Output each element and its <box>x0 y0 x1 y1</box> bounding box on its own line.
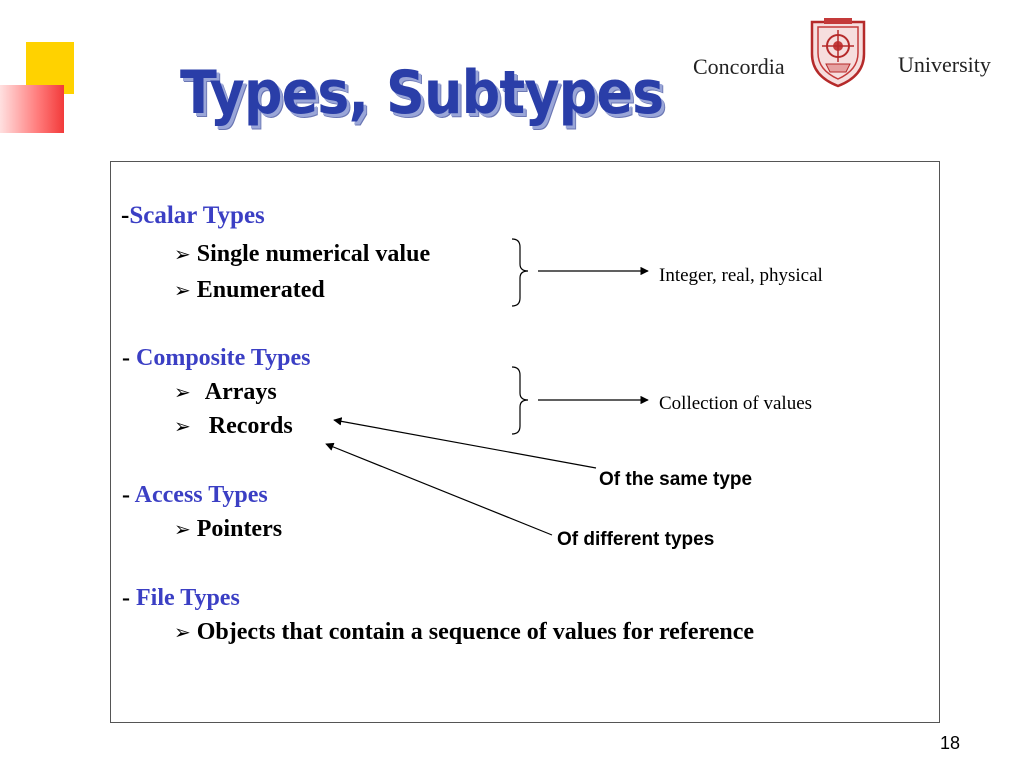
section-heading-access: - Access Types <box>122 482 268 508</box>
header-university: University <box>898 52 991 77</box>
section-heading-composite: - Composite Types <box>122 345 311 371</box>
list-item: ➢ Records <box>174 413 293 439</box>
arrow-bullet-icon: ➢ <box>174 414 191 438</box>
note-composite-values: Collection of values <box>659 393 813 414</box>
university-crest-icon <box>808 16 868 88</box>
arrow-bullet-icon: ➢ <box>174 620 191 644</box>
callout-different-types: Of different types <box>557 529 715 550</box>
list-item: ➢ Enumerated <box>174 277 325 303</box>
slide-title: Types, Subtypes <box>180 58 664 128</box>
arrow-bullet-icon: ➢ <box>174 380 191 404</box>
arrow-bullet-icon: ➢ <box>174 242 191 266</box>
section-heading-file: - File Types <box>122 585 240 611</box>
arrow-bullet-icon: ➢ <box>174 278 191 302</box>
arrow-bullet-icon: ➢ <box>174 517 191 541</box>
section-heading-scalar: -Scalar Types <box>121 202 265 229</box>
decorative-red-gradient-block <box>0 85 64 133</box>
header-concordia: Concordia <box>693 54 785 79</box>
list-item: ➢ Single numerical value <box>174 241 431 267</box>
list-item: ➢ Pointers <box>174 516 283 542</box>
note-scalar-values: Integer, real, physical <box>659 265 823 286</box>
page-number: 18 <box>940 733 961 753</box>
list-item: ➢ Arrays <box>174 379 277 405</box>
callout-same-type: Of the same type <box>599 469 753 490</box>
list-item: ➢ Objects that contain a sequence of values for reference <box>174 619 754 645</box>
